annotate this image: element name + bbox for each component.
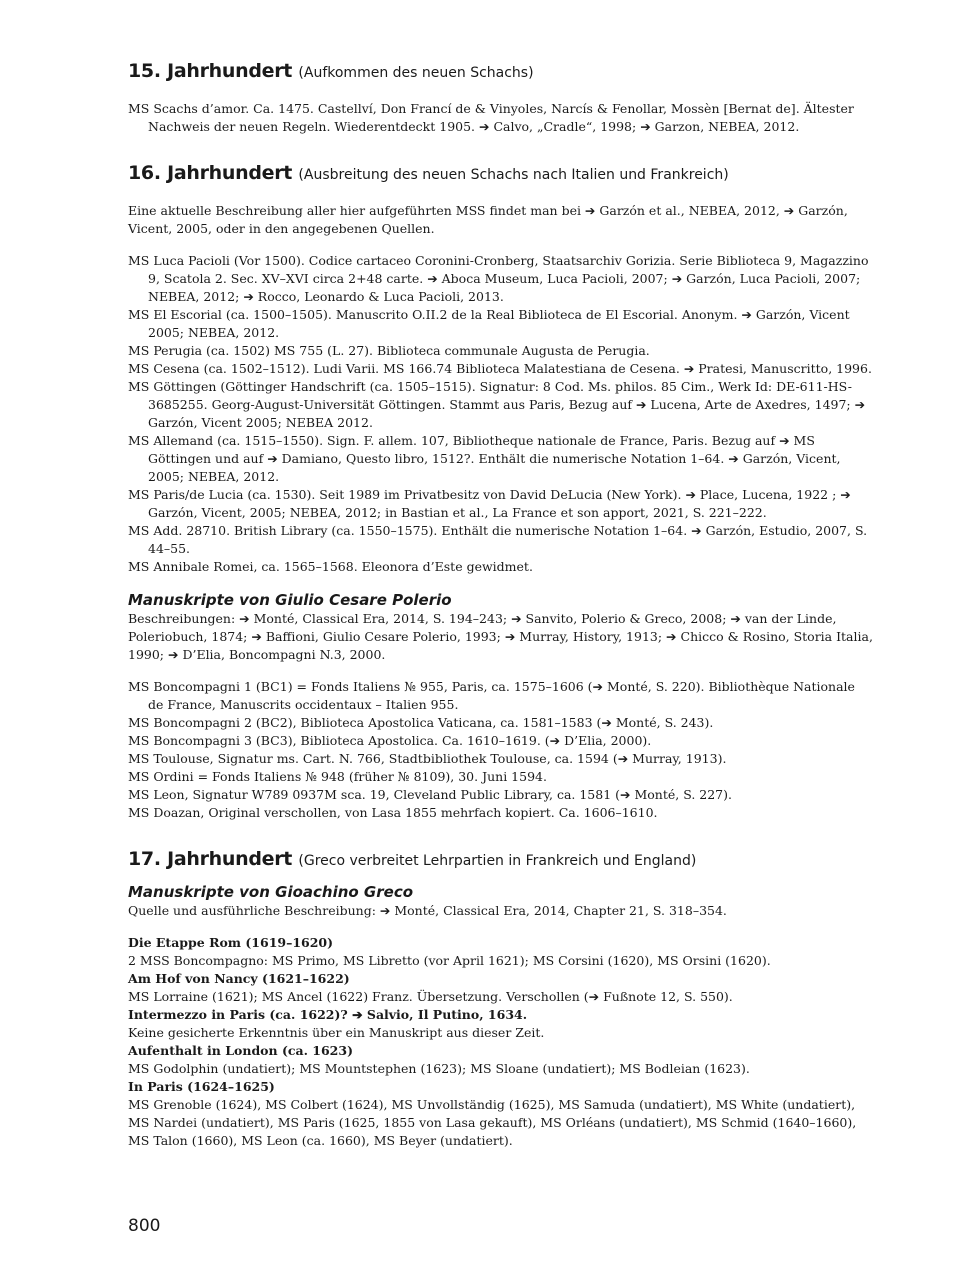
bibliography-entry: MS Toulouse, Signatur ms. Cart. N. 766, Stadtbibliothek Toulouse, ca. 1594 (➔ Murray, 1913). [128,751,727,766]
bibliography-entry: MS Perugia (ca. 1502) MS 755 (L. 27). Biblioteca communale Augusta de Perugia. [128,343,650,358]
stage-text: MS Godolphin (undatiert); MS Mountstephen (1623); MS Sloane (undatiert); MS Bodleian (1623). [128,1061,750,1076]
s16-intro: Eine aktuelle Beschreibung aller hier aufgeführten MSS findet man bei ➔ Garzón et al., NEBEA, 2012, ➔ Garzón, Vicent, 2005, oder in den angegebenen Quellen. [128,203,848,236]
greco-stages [128,934,874,1150]
s15-entries [128,100,874,136]
bibliography-entry: MS Add. 28710. British Library (ca. 1550–1575). Enthält die numerische Notation 1–64. ➔ Garzón, Estudio, 2007, S. 44–55. [128,523,868,556]
bibliography-entry: MS Boncompagni 2 (BC2), Biblioteca Apostolica Vaticana, ca. 1581–1583 (➔ Monté, S. 243). [128,715,714,730]
section-heading-17: 17. Jahrhundert (Greco verbreitet Lehrpartien in Frankreich und England) [128,848,697,870]
bibliography-entry: MS El Escorial (ca. 1500–1505). Manuscrito O.II.2 de la Real Biblioteca de El Escorial. Anonym. ➔ Garzón, Vicent 2005; NEBEA, 2012. [128,307,850,340]
bibliography-entry: MS Luca Pacioli (Vor 1500). Codice cartaceo Coronini-Cronberg, Staatsarchiv Gorizia. Serie Biblioteca 9, Magazzino 9, Scatola 2. Sec. XV–XVI circa 2+48 carte. ➔ Aboca Museum, Luca Pacioli, 2007; ➔ Garzón, Luca Pacioli, 2007; NEBEA, 2012; ➔ Rocco, Leonardo & Luca Pacioli, 2013. [128,253,869,304]
s16-entries [128,252,874,576]
polerio-entries [128,678,874,822]
bibliography-entry: MS Boncompagni 3 (BC3), Biblioteca Apostolica. Ca. 1610–1619. (➔ D’Elia, 2000). [128,733,652,748]
bibliography-entry: MS Paris/de Lucia (ca. 1530). Seit 1989 im Privatbesitz von David DeLucia (New York). ➔ Place, Lucena, 1922 ; ➔ Garzón, Vicent, 2005; NEBEA, 2012; in Bastian et al., La France et son apport, 2021, S. 221–222. [128,487,851,520]
bibliography-entry: MS Scachs d’amor. Ca. 1475. Castellví, Don Francí de & Vinyoles, Narcís & Fenollar, Mossèn [Bernat de]. Ältester Nachweis der neuen Regeln. Wiederentdeckt 1905. ➔ Calvo, „Cradle“, 1998; ➔ Garzon, NEBEA, 2012. [128,101,854,134]
bibliography-entry: MS Göttingen (Göttinger Handschrift (ca. 1505–1515). Signatur: 8 Cod. Ms. philos. 85 Cim., Werk Id: DE-611-HS-3685255. Georg-August-Universität Göttingen. Stammt aus Paris, Bezug auf ➔ Lucena, Arte de Axedres, 1497; ➔ Garzón, Vicent 2005; NEBEA 2012. [128,379,866,430]
polerio-sources: Beschreibungen: ➔ Monté, Classical Era, 2014, S. 194–243; ➔ Sanvito, Polerio & Greco, 2008; ➔ van der Linde, Poleriobuch, 1874; ➔ Baffioni, Giulio Cesare Polerio, 1993; ➔ Murray, History, 1913; ➔ Chicco & Rosino, Storia Italia, 1990; ➔ D’Elia, Boncompagni N.3, 2000. [128,611,873,662]
stage-label: Aufenthalt in London (ca. 1623) [128,1043,353,1058]
bibliography-entry: MS Ordini = Fonds Italiens № 948 (früher № 8109), 30. Juni 1594. [128,769,547,784]
bibliography-entry: MS Cesena (ca. 1502–1512). Ludi Varii. MS 166.74 Biblioteca Malatestiana de Cesena. ➔ Pratesi, Manuscritto, 1996. [128,361,872,376]
greco-heading: Manuskripte von Gioachino Greco [128,883,414,901]
stage-text: MS Lorraine (1621); MS Ancel (1622) Franz. Übersetzung. Verschollen (➔ Fußnote 12, S. 550). [128,989,733,1004]
stage-label: In Paris (1624–1625) [128,1079,275,1094]
section-heading-15: 15. Jahrhundert (Aufkommen des neuen Schachs) [128,60,534,82]
stage-text: MS Grenoble (1624), MS Colbert (1624), MS Unvollständig (1625), MS Samuda (undatiert), MS White (undatiert), MS Nardei (undatiert), MS Paris (1625, 1855 von Lasa gekauft), MS Orléans (undatiert), MS Schmid (1640–1660), MS Talon (1660), MS Leon (ca. 1660), MS Beyer (undatiert). [128,1097,857,1148]
polerio-heading: Manuskripte von Giulio Cesare Polerio [128,591,452,609]
stage-label: Intermezzo in Paris (ca. 1622)? ➔ Salvio, Il Putino, 1634. [128,1007,528,1022]
greco-source: Quelle und ausführliche Beschreibung: ➔ Monté, Classical Era, 2014, Chapter 21, S. 318–354. [128,903,727,918]
stage-text: 2 MSS Boncompagno: MS Primo, MS Libretto (vor April 1621); MS Corsini (1620), MS Orsini (1620). [128,953,771,968]
bibliography-entry: MS Doazan, Original verschollen, von Lasa 1855 mehrfach kopiert. Ca. 1606–1610. [128,805,658,820]
stage-text: Keine gesicherte Erkenntnis über ein Manuskript aus dieser Zeit. [128,1025,545,1040]
bibliography-entry: MS Leon, Signatur W789 0937M sca. 19, Cleveland Public Library, ca. 1581 (➔ Monté, S. 227). [128,787,732,802]
bibliography-entry: MS Boncompagni 1 (BC1) = Fonds Italiens № 955, Paris, ca. 1575–1606 (➔ Monté, S. 220). Bibliothèque Nationale de France, Manuscrits occidentaux – Italien 955. [128,679,855,712]
section-heading-16: 16. Jahrhundert (Ausbreitung des neuen Schachs nach Italien und Frankreich) [128,162,729,184]
page-body [128,58,874,1150]
stage-label: Am Hof von Nancy (1621–1622) [128,971,350,986]
bibliography-entry: MS Allemand (ca. 1515–1550). Sign. F. allem. 107, Bibliotheque nationale de France, Paris. Bezug auf ➔ MS Göttingen und auf ➔ Damiano, Questo libro, 1512?. Enthält die numerische Notation 1–64. ➔ Garzón, Vicent, 2005; NEBEA, 2012. [128,433,841,484]
bibliography-entry: MS Annibale Romei, ca. 1565–1568. Eleonora d’Este gewidmet. [128,559,533,574]
page-number: 800 [128,1216,161,1236]
stage-label: Die Etappe Rom (1619–1620) [128,935,334,950]
